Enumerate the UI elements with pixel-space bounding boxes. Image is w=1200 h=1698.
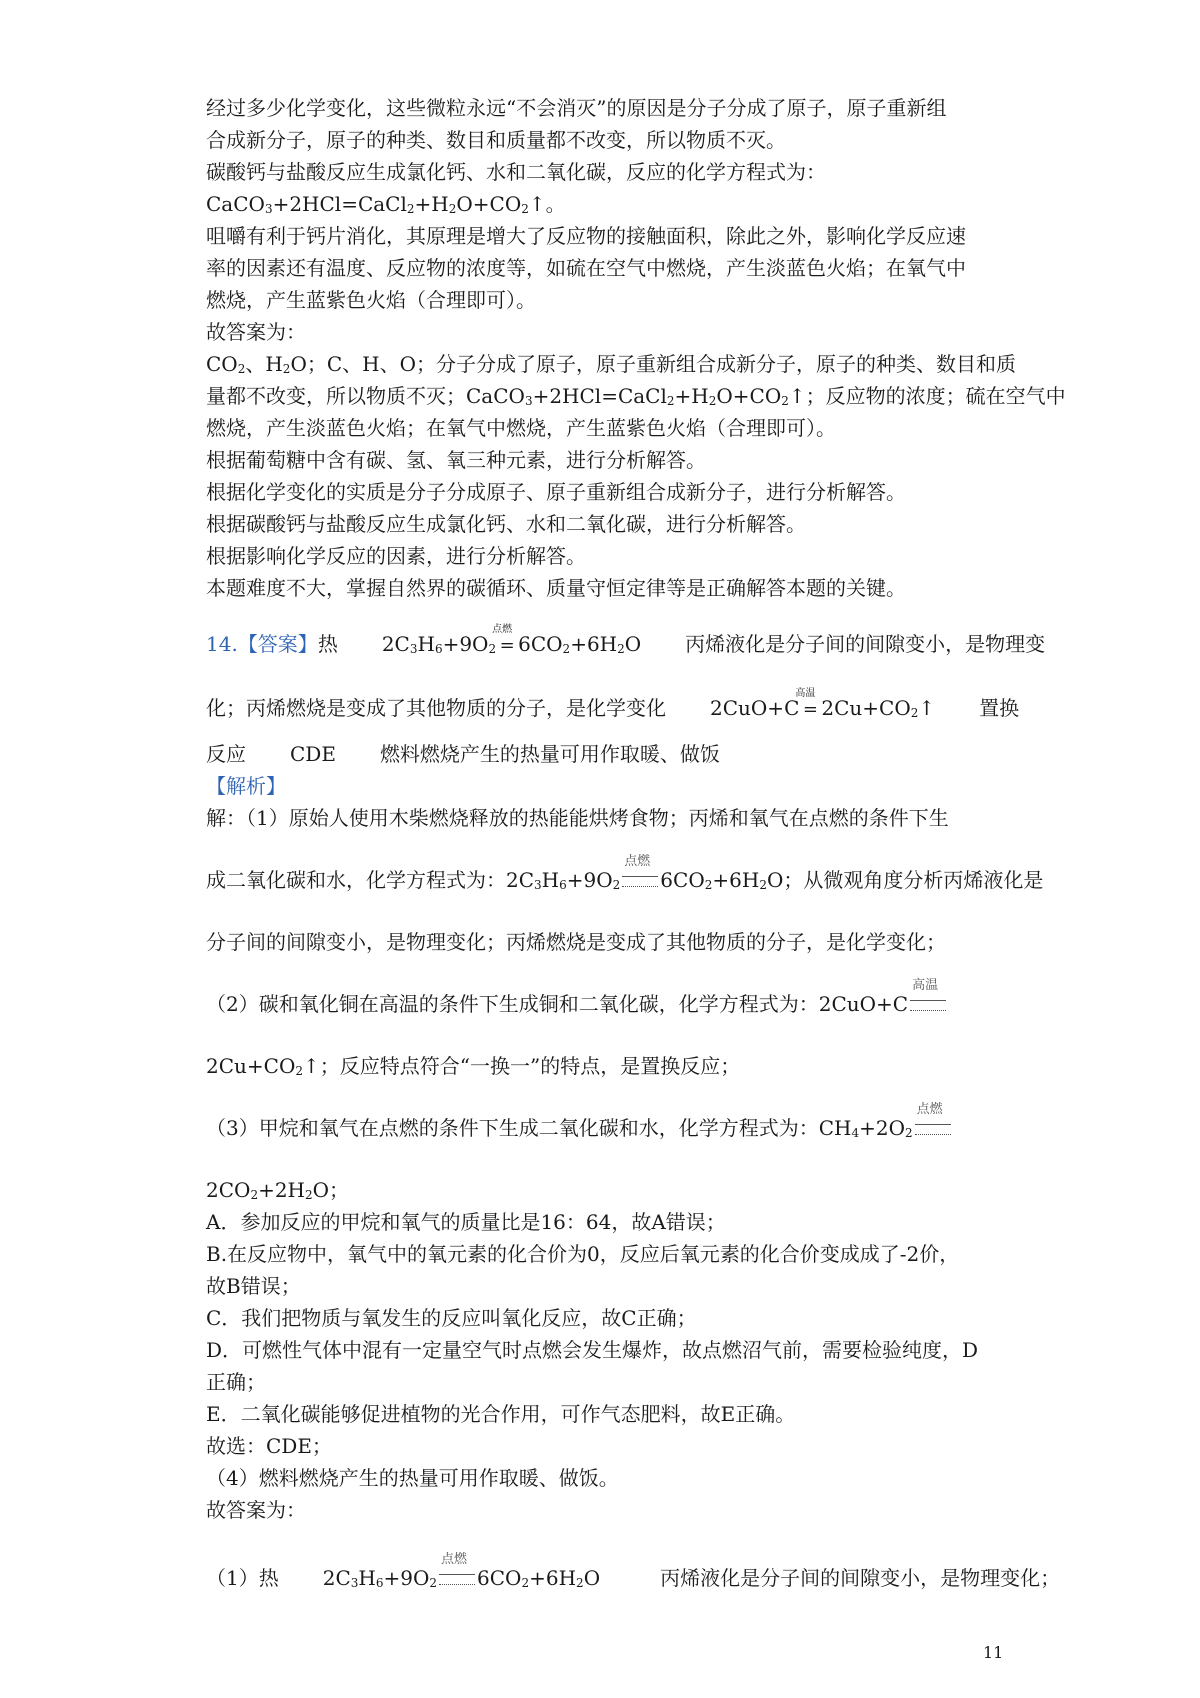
answer-line: 量都不改变，所以物质不灭；$CaCO_3+2HCl=CaCl_2+H_2O+CO_2↑$；反应物的浓度；硫在空气中 — [206, 384, 1066, 408]
text-line: 碳酸钙与盐酸反应生成氯化钙、水和二氧化碳，反应的化学方程式为： — [206, 160, 826, 184]
text-line: 根据葡萄糖中含有碳、氢、氧三种元素，进行分析解答。 — [206, 448, 706, 472]
text-line: 经过多少化学变化，这些微粒永远“不会消灭”的原因是分子分成了原子，原子重新组 — [206, 96, 947, 120]
text-line: 解：（1）原始人使用木柴燃烧释放的热能能烘烤食物；丙烯和氧气在点燃的条件下生 — [206, 806, 949, 830]
reaction-arrow: 点燃 — [620, 872, 660, 892]
text-line: 正确； — [206, 1370, 266, 1394]
answer-line: $CO_2$、$H_2O$；C、H、O；分子分成了原子，原子重新组合成新分子，原子的种类、数目和质 — [206, 352, 1016, 376]
page-number: 11 — [983, 1643, 1004, 1662]
text-segment: 量都不改变，所以物质不灭； — [206, 384, 466, 408]
text-line: （4）燃料燃烧产生的热量可用作取暖、做饭。 — [206, 1466, 619, 1490]
text-line: 燃烧，产生蓝紫色火焰（合理即可）。 — [206, 288, 536, 312]
text-line: 率的因素还有温度、反应物的浓度等，如硫在空气中燃烧，产生淡蓝色火焰；在氧气中 — [206, 256, 966, 280]
section-heading-analysis: 【解析】 — [206, 774, 286, 798]
reaction-arrow: 点燃 = — [492, 624, 515, 656]
text-line: 根据化学变化的实质是分子分成原子、原子重新组合成新分子，进行分析解答。 — [206, 480, 906, 504]
analysis-line: （3）甲烷和氧气在点燃的条件下生成二氧化碳和水，化学方程式为：$CH_4+2O_2$ 点燃 — [206, 1112, 1006, 1144]
text-line: 燃烧，产生淡蓝色火焰；在氧气中燃烧，产生蓝紫色火焰（合理即可）。 — [206, 416, 836, 440]
answer-14-line1: 14.【答案】热 $2C_3H_6+9O_2$ 点燃 = $6CO_2+6H_2O$ 丙烯液化是分子间的间隙变小，是物理变 — [206, 628, 1006, 662]
text-line: 合成新分子，原子的种类、数目和质量都不改变，所以物质不灭。 — [206, 128, 786, 152]
reaction-arrow: 高温 = — [795, 688, 818, 720]
answer-14-line3: 反应 CDE 燃料燃烧产生的热量可用作取暖、做饭 — [206, 742, 720, 766]
answer-14-line2: 化；丙烯燃烧是变成了其他物质的分子，是化学变化 2CuO+C 高温 = $2Cu+CO_2↑$ 置换 — [206, 692, 1006, 726]
text-line: 分子间的间隙变小，是物理变化；丙烯燃烧是变成了其他物质的分子，是化学变化； — [206, 930, 946, 954]
text-line: 故选：CDE； — [206, 1434, 332, 1458]
equation-methane-products: $2CO_2+2H_2O$； — [206, 1178, 350, 1202]
text-line: 根据碳酸钙与盐酸反应生成氯化钙、水和二氧化碳，进行分析解答。 — [206, 512, 806, 536]
text-line: 故答案为： — [206, 320, 306, 344]
text-segment: ；反应物的浓度；硫在空气中 — [805, 384, 1066, 408]
text-line: B.在反应物中，氧气中的氧元素的化合价为0，反应后氧元素的化合价变成成了-2价， — [206, 1242, 960, 1266]
text-line: C．我们把物质与氧发生的反应叫氧化反应，故C正确； — [206, 1306, 697, 1330]
analysis-line: $2Cu+CO_2↑$；反应特点符合“一换一”的特点，是置换反应； — [206, 1054, 741, 1078]
text-line: 根据影响化学反应的因素，进行分析解答。 — [206, 544, 586, 568]
text-line: E．二氧化碳能够促进植物的光合作用，可作气态肥料，故E正确。 — [206, 1402, 796, 1426]
answer-summary-line: （1）热 $2C_3H_6+9O_2$ 点燃 $6CO_2+6H_2O$ 丙烯液化是分子间的间隙变小，是物理变化； — [206, 1551, 1061, 1590]
reaction-arrow: 点燃 — [913, 1120, 953, 1140]
reaction-arrow: 点燃 — [437, 1570, 477, 1590]
text-line: 本题难度不大，掌握自然界的碳循环、质量守恒定律等是正确解答本题的关键。 — [206, 576, 906, 600]
text-line: 故B错误； — [206, 1274, 301, 1298]
equation-caco3: $CaCO_3+2HCl=CaCl_2+H_2O+CO_2↑$。 — [206, 192, 566, 216]
analysis-line: （2）碳和氧化铜在高温的条件下生成铜和二氧化碳，化学方程式为：2CuO+C 高温 — [206, 988, 1006, 1020]
text-line: 故答案为： — [206, 1498, 306, 1522]
document-body — [206, 92, 1066, 1594]
text-segment: ；C、H、O；分子分成了原子，原子重新组合成新分子，原子的种类、数目和质 — [306, 352, 1016, 376]
analysis-line: 成二氧化碳和水，化学方程式为：$2C_3H_6+9O_2$ 点燃 $6CO_2+6H_2O$；从微观角度分析丙烯液化是 — [206, 853, 1044, 892]
text-line: 咀嚼有利于钙片消化，其原理是增大了反应物的接触面积，除此之外，影响化学反应速 — [206, 224, 966, 248]
reaction-arrow: 高温 — [908, 996, 948, 1016]
text-line: D．可燃性气体中混有一定量空气时点燃会发生爆炸，故点燃沼气前，需要检验纯度，D — [206, 1338, 979, 1362]
question-number: 14.【答案】 — [206, 632, 318, 656]
text-line: A．参加反应的甲烷和氧气的质量比是16：64，故A错误； — [206, 1210, 726, 1234]
